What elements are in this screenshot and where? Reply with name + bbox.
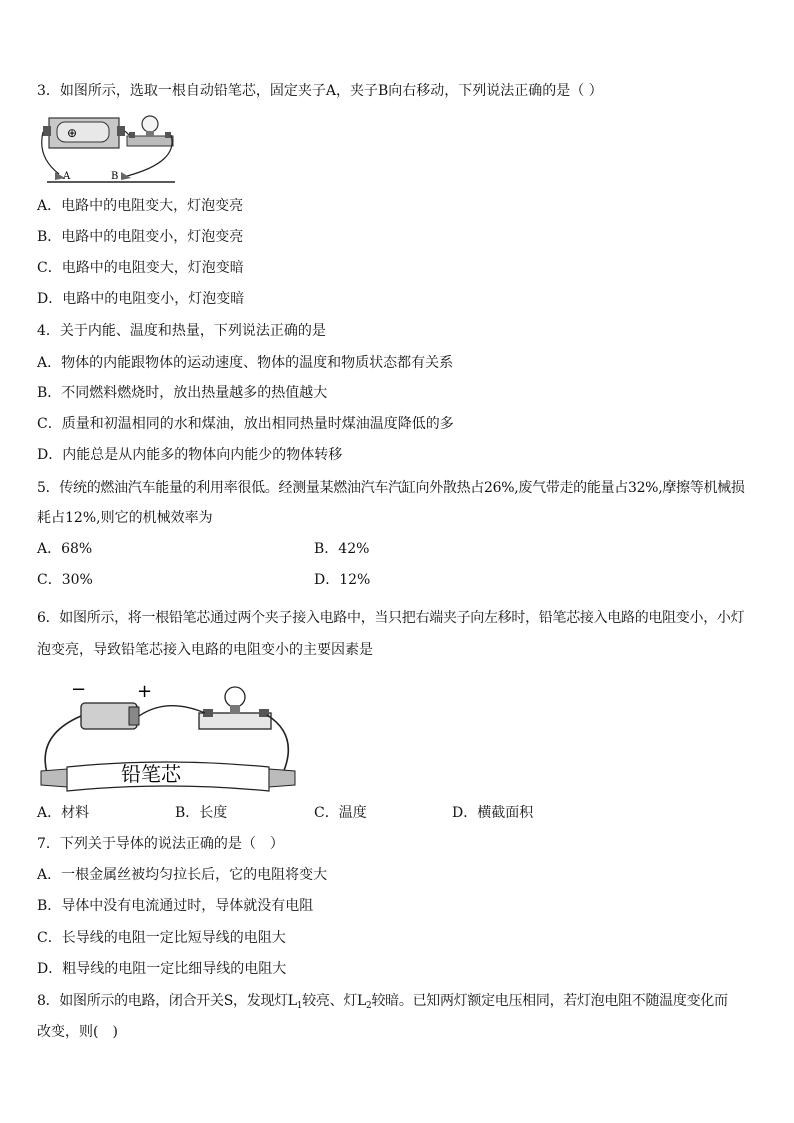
plus-sign: + [137, 681, 153, 702]
q7-option-a: A．一根金属丝被均匀拉长后，它的电阻将变大 [37, 867, 328, 883]
q8-stem-part1: 8．如图所示的电路，闭合开关S，发现灯L [37, 993, 297, 1009]
clip-left [41, 769, 67, 787]
q6-option-c: C．温度 [314, 805, 367, 821]
q6-option-a: A．材料 [37, 805, 90, 821]
q3-option-b: B．电路中的电阻变小，灯泡变亮 [37, 229, 244, 245]
q4-option-a: A．物体的内能跟物体的运动速度、物体的温度和物质状态都有关系 [37, 355, 454, 371]
q7-option-d: D．粗导线的电阻一定比细导线的电阻大 [37, 961, 287, 977]
q7-stem: 7．下列关于导体的说法正确的是（ ） [37, 836, 284, 852]
q3-option-a: A．电路中的电阻变大，灯泡变亮 [37, 198, 244, 214]
label-a: A [63, 171, 71, 182]
lamp-bulb [142, 116, 158, 132]
q4-option-d: D．内能总是从内能多的物体向内能少的物体转移 [37, 447, 343, 463]
q8-sub1: 1 [296, 1001, 303, 1011]
q4-option-b: B．不同燃料燃烧时，放出热量越多的热值越大 [37, 385, 328, 401]
q7-option-c: C．长导线的电阻一定比短导线的电阻大 [37, 930, 286, 946]
q5-stem-line1: 5．传统的燃油汽车能量的利用率很低。经测量某燃油汽车汽缸向外散热占26%,废气带走的能量占32%,摩擦等机械损 [37, 480, 745, 496]
q8-stem-line1 [37, 992, 728, 1010]
pencil-lead-label: 铅笔芯 [121, 762, 181, 786]
q8-stem-line2: 改变，则( ) [37, 1024, 118, 1040]
q4-stem: 4．关于内能、温度和热量，下列说法正确的是 [37, 323, 326, 339]
q3-circuit-figure [37, 112, 177, 190]
q8-stem-part2: 较亮、灯L [302, 993, 367, 1009]
wire-middle [125, 131, 129, 135]
clip-right [269, 769, 295, 787]
label-b: B [111, 171, 119, 182]
q6-option-b: B．长度 [175, 805, 228, 821]
lamp-base [146, 131, 154, 137]
q8-stem-part3: 较暗。已知两灯额定电压相同，若灯泡电阻不随温度变化而 [371, 993, 728, 1009]
lamp-terminal-left [129, 132, 135, 138]
q5-option-d: D．12% [314, 572, 371, 588]
battery-sign: ⊕ [67, 126, 78, 140]
q6-stem-line2: 泡变亮，导致铅笔芯接入电路的电阻变小的主要因素是 [37, 642, 373, 658]
q5-option-b: B．42% [314, 541, 370, 557]
q3-option-d: D．电路中的电阻变小，灯泡变暗 [37, 291, 245, 307]
battery-cap [129, 707, 139, 725]
q3-option-c: C．电路中的电阻变大，灯泡变暗 [37, 260, 244, 276]
q6-stem-line1: 6．如图所示，将一根铅笔芯通过两个夹子接入电路中，当只把右端夹子向左移时，铅笔芯接入电路的电阻变小，小灯 [37, 610, 745, 626]
minus-sign: − [71, 679, 87, 700]
q3-stem: 3．如图所示，选取一根自动铅笔芯，固定夹子A，夹子B向右移动，下列说法正确的是（ ） [37, 83, 603, 99]
battery-terminal-right [117, 126, 125, 136]
q7-option-b: B．导体中没有电流通过时，导体就没有电阻 [37, 898, 314, 914]
q5-option-c: C．30% [37, 572, 93, 588]
q6-circuit-figure [37, 675, 297, 800]
q5-option-a: A．68% [37, 541, 93, 557]
q8-sub2: 2 [366, 1001, 372, 1011]
q4-option-c: C．质量和初温相同的水和煤油，放出相同热量时煤油温度降低的多 [37, 416, 454, 432]
lamp-base [230, 705, 240, 714]
clip-b [121, 172, 131, 180]
battery [57, 122, 109, 142]
lamp-terminal-right [165, 132, 171, 138]
q5-stem-line2: 耗占12%,则它的机械效率为 [37, 510, 213, 526]
battery-terminal-left [43, 126, 51, 136]
q6-option-d: D．横截面积 [452, 805, 534, 821]
wire-top [139, 706, 205, 716]
wire-left [45, 716, 81, 773]
lamp-bulb [225, 687, 245, 707]
